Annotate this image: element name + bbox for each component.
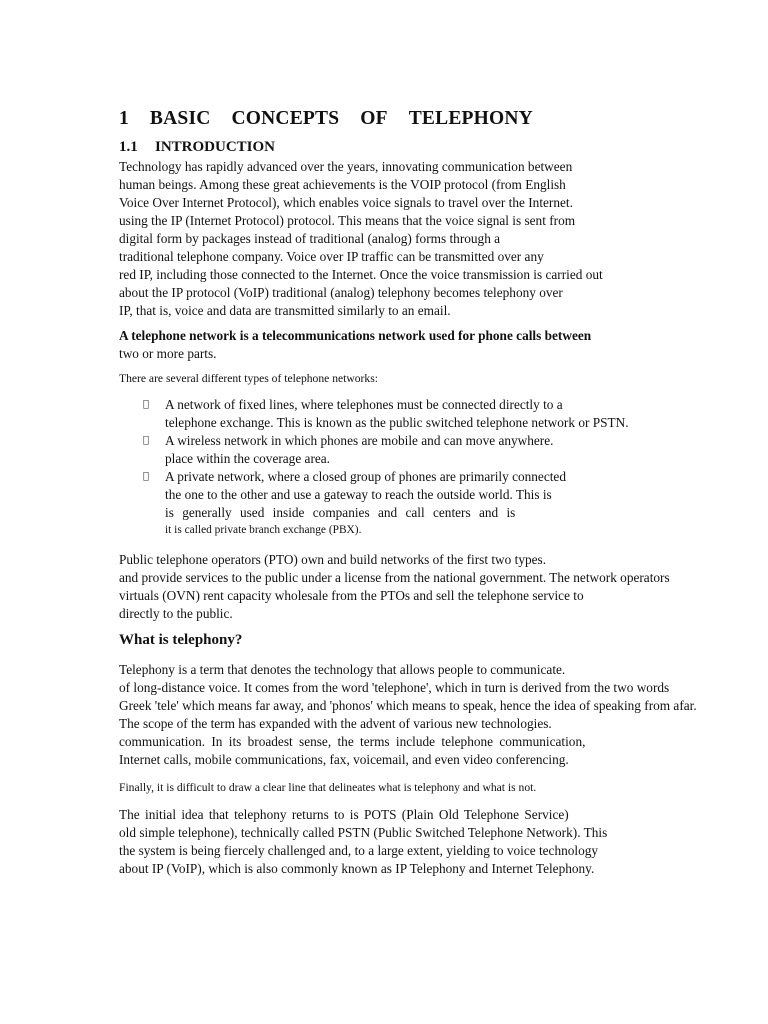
paragraph-line: The scope of the term has expanded with the advent of various new technologies. [119, 716, 552, 731]
bullet-icon [119, 396, 165, 432]
section-heading [119, 138, 709, 156]
chapter-number: 1 [119, 108, 129, 129]
paragraph-line: Public telephone operators (PTO) own and build networks of the first two types. [119, 552, 547, 567]
paragraph-line: virtuals (OVN) rent capacity wholesale from the PTOs and sell the telephone service to [119, 588, 584, 603]
intro-paragraph [119, 158, 709, 320]
subsection-heading: What is telephony? [119, 632, 243, 648]
paragraph-line: Telephony is a term that denotes the technology that allows people to communicate. [119, 662, 566, 677]
paragraph-line: Internet calls, mobile communications, fax, voicemail, and even video conferencing. [119, 752, 569, 767]
paragraph-line: digital form by packages instead of traditional (analog) forms through a [119, 231, 501, 246]
list-item-line: is generally used inside companies and call centers and is [165, 505, 516, 520]
paragraph-line: Greek 'tele' which means far away, and 'phonos' which means to speak, hence the idea of speaking from afar. [119, 698, 697, 713]
network-types-list [119, 396, 709, 539]
bullet-icon [119, 468, 165, 539]
list-item-line: A private network, where a closed group of phones are primarily connected [165, 469, 566, 484]
list-item-line: A network of fixed lines, where telephones must be connected directly to a [165, 397, 563, 412]
paragraph-line: the system is being fiercely challenged and, to a large extent, yielding to voice technology [119, 843, 599, 858]
paragraph-line: about the IP protocol (VoIP) traditional (analog) telephony becomes telephony over [119, 285, 563, 300]
types-intro: There are several different types of telephone networks: [119, 372, 378, 385]
list-item-line: the one to the other and use a gateway to reach the outside world. This is [165, 487, 552, 502]
pto-paragraph [119, 551, 709, 623]
paragraph-line: directly to the public. [119, 606, 233, 621]
paragraph-line: communication. In its broadest sense, the terms include telephone communication, [119, 734, 586, 749]
list-item [119, 432, 709, 468]
finally-paragraph [119, 779, 709, 796]
paragraph-line: Finally, it is difficult to draw a clear line that delineates what is telephony and what is not. [119, 781, 537, 794]
paragraph-line: about IP (VoIP), which is also commonly known as IP Telephony and Internet Telephony. [119, 861, 595, 876]
definition-paragraph [119, 327, 709, 363]
paragraph-line: old simple telephone), technically called PSTN (Public Switched Telephone Network). This [119, 825, 608, 840]
list-item-line: telephone exchange. This is known as the public switched telephone network or PSTN. [165, 415, 629, 430]
telephony-paragraph [119, 661, 709, 769]
list-item-line: place within the coverage area. [165, 451, 331, 466]
paragraph-line: red IP, including those connected to the Internet. Once the voice transmission is carried out [119, 267, 603, 282]
paragraph-line: Voice Over Internet Protocol), which enables voice signals to travel over the Internet. [119, 195, 573, 210]
chapter-title-word: TELEPHONY [408, 108, 533, 129]
list-item-line: A wireless network in which phones are mobile and can move anywhere. [165, 433, 554, 448]
paragraph-line: using the IP (Internet Protocol) protocol. This means that the voice signal is sent from [119, 213, 576, 228]
chapter-title-word: CONCEPTS [231, 108, 340, 129]
paragraph-line: Technology has rapidly advanced over the years, innovating communication between [119, 159, 573, 174]
paragraph-line: IP, that is, voice and data are transmitted similarly to an email. [119, 303, 451, 318]
paragraph-line: two or more parts. [119, 346, 217, 361]
section-title: INTRODUCTION [155, 139, 276, 155]
paragraph-line: and provide services to the public under a license from the national government. The network operators [119, 570, 670, 585]
definition-bold-line: A telephone network is a telecommunications network used for phone calls between [119, 328, 592, 343]
chapter-title-word: OF [360, 108, 388, 129]
paragraph-line: traditional telephone company. Voice over IP traffic can be transmitted over any [119, 249, 544, 264]
bullet-icon [119, 432, 165, 468]
list-item [119, 396, 709, 432]
list-item-line: it is called private branch exchange (PBX). [165, 524, 362, 536]
paragraph-line: of long-distance voice. It comes from the word 'telephone', which in turn is derived from the two words [119, 680, 670, 695]
chapter-heading [119, 106, 533, 132]
paragraph-line: The initial idea that telephony returns to is POTS (Plain Old Telephone Service) [119, 807, 569, 822]
list-item [119, 468, 709, 539]
page-content [119, 106, 709, 885]
section-number: 1.1 [119, 139, 138, 155]
chapter-title-word: BASIC [149, 108, 211, 129]
paragraph-line: human beings. Among these great achievements is the VOIP protocol (from English [119, 177, 566, 192]
pots-paragraph [119, 806, 709, 878]
